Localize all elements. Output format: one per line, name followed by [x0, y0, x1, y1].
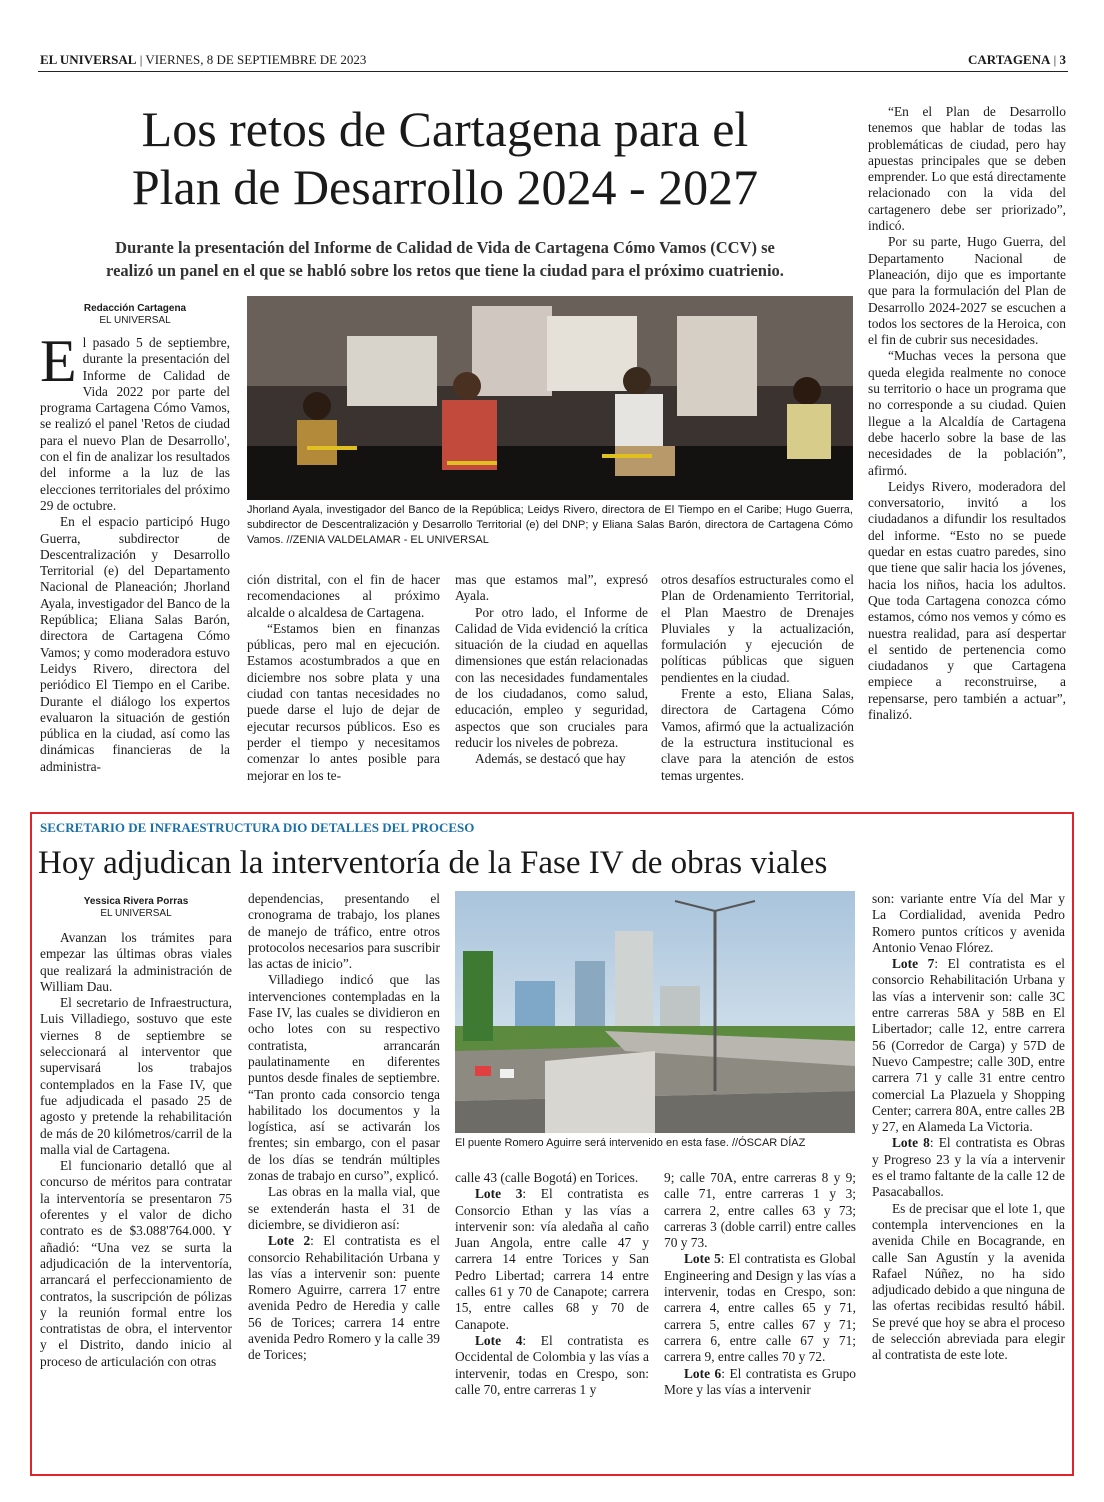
article1-subtitle: Durante la presentación del Informe de Calidad de Vida de Cartagena Cómo Vamos (CCV) se realizó un panel en el que se habló sobre los retos que tiene la ciudad para el próximo cuatrienio. [106, 238, 784, 280]
article2-column-2: dependencias, presentando el cronograma de trabajo, los planes de manejo de tráfico, entre otros protocolos necesarios para suscribir las actas de inicio”. Villadiego indicó que las intervenciones contempladas en la Fase IV, las cuales se dividieron en ocho lotes con su respectivo contratista, arrancarán paulatinamente en diferentes puntos desde finales de septiembre. “Tan pronto cada consorcio tenga habilitado los documentos y la logística, así se activarán los frentes; sin embargo, con el pasar de los días se tendrán múltiples zonas de trabajo en curso”, explicó. Las obras en la malla vial, que se extenderán hasta el 31 de diciembre, se dividieron así: Lote 2: El contratista es el consorcio Rehabilitación Urbana y las vías a intervenir son: puente Romero Aguirre, carrera 17 entre avenida Pedro de Heredia y calle 56 de Torices; carrera 14 entre avenida Pedro Romero y la calle 39 de Torices; [248, 891, 440, 1363]
article2-byline: Yessica Rivera Porras EL UNIVERSAL [83, 896, 189, 919]
lote-5-label: Lote 5 [684, 1251, 721, 1267]
article2-column-3: calle 43 (calle Bogotá) en Torices. Lote 3: El contratista es Consorcio Ethan y las vías a intervenir son: vía aledaña al caño Juan Angola, entre calle 47 y carrera 14 entre Torices y San Pedro Libertad; carrera 14 entre calles 61 y 70 de Canapote; carrera 15, entre calles 68 y 70 de Canapote. Lote 4: El contratista es Occidental de Colombia y las vías a intervenir, todas en Crespo, son: calle 70, entre carreras 1 y [455, 1170, 649, 1397]
masthead: EL UNIVERSAL [40, 52, 137, 67]
article2-column-4: 9; calle 70A, entre carreras 8 y 9; calle 71, entre carreras 1 y 3; carrera 2, entre calles 63 y 73; carreras 3 (doble carril) entre calles 70 y 73. Lote 5: El contratista es Global Engineering and Design y las vías a intervenir, todas en Crespo, son: carrera 4, entre calles 65 y 71, carrera 5, entre calles 67 y 71; carrera 6, entre calle 67 y 71; carrera 9, entre calles 70 y 72. Lote 6: El contratista es Grupo More y las vías a intervenir [664, 1170, 857, 1397]
article2-photo-caption: El puente Romero Aguirre será intervenido en esta fase. //ÓSCAR DÍAZ [455, 1137, 806, 1149]
article2-kicker: SECRETARIO DE INFRAESTRUCTURA DIO DETALLES DEL PROCESO [40, 820, 475, 835]
bridge-photo-illustration [455, 891, 855, 1133]
panel-photo-illustration [247, 296, 853, 500]
dropcap: E [40, 328, 77, 394]
lote-4-label: Lote 4 [475, 1332, 523, 1348]
article1-photo-caption: Jhorland Ayala, investigador del Banco de la República; Leidys Rivero, directora de El Tiempo en el Caribe; Hugo Guerra, subdirector de Descentralización y Desarrollo Territorial (e) del DNP; y Eliana Salas Barón, directora de Cartagena Cómo Vamos. //ZENIA VALDELAMAR - EL UNIVERSAL [247, 504, 853, 546]
article2-title: Hoy adjudican la interventoría de la Fase IV de obras viales [38, 845, 828, 881]
header-rule [38, 71, 1068, 72]
header-date: VIERNES, 8 DE SEPTIEMBRE DE 2023 [145, 52, 367, 67]
article2-column-5: son: variante entre Vía del Mar y La Cordialidad, avenida Pedro Romero puntos críticos y avenida Antonio Venao Flórez. Lote 7: El contratista es el consorcio Rehabilitación Urbana y las vías a intervenir son: calle 3C entre carreras 58A y 58B en El Libertador; calle 12, entre carrera 56 (Corredor de Carga) y 57D de Nuevo Campestre; calle 30D, entre carrera 71 y calle 31 entre centro comercial La Plazuela y Shopping Center; carrera 80A, entre calles 2B y 27, en Alameda La Victoria. Lote 8: El contratista es Obras y Progreso 23 y la vía a intervenir es el tramo faltante de la calle 12 de Pasacaballos. Es de precisar que el lote 1, que contempla intervenciones en la avenida Chile en Bocagrande, en calle San Agustín y la avenida Rafael Núñez, no ha sido adjudicado debido a que ninguna de las ofertas recibidas resultó hábil. Se prevé que hoy se abra el proceso de selección abreviada para elegir al contratista de este lote. [872, 891, 1065, 1363]
page-number: 3 [1059, 52, 1066, 67]
article1-column-2: ción distrital, con el fin de hacer recomendaciones al próximo alcalde o alcaldesa de Cartagena. “Estamos bien en finanzas públicas, pero mal en ejecución. Estamos acostumbrados a que en diciembre nos sobre plata y una ciudad con tantas necesidades no puede darse el lujo de dejar de ejecutar recursos públicos. Eso es perder el tiempo y necesitamos comenzar lo antes posible para mejorar en los te- [247, 572, 440, 783]
article1-column-5: “En el Plan de Desarrollo tenemos que hablar de todas las problemáticas de ciudad, pero hay apuestas principales que se deben emprender. Lo que está directamente relacionado con la vida del cartagenero debe ser priorizado”, indicó. Por su parte, Hugo Guerra, del Departamento Nacional de Planeación, dijo que es importante que para la formulación del Plan de Desarrollo 2024-2027 se escuchen a todos los sectores de la Heroica, con el fin de cubrir sus necesidades. “Muchas veces la persona que queda elegida realmente no conoce su territorio o hace un programa que no corresponde a su ciudad. Quien llegue a la Alcaldía de Cartagena debe hacerlo sobre la base de las necesidades de la población”, afirmó. Leidys Rivero, moderadora del conversatorio, invitó a los ciudadanos a difundir los resultados del informe. “Esto no se puede quedar en estas cuatro paredes, sino que tiene que salir hacia los jóvenes, hacia los niños, hacia los adultos. Que toda Cartagena conozca cómo estamos, cómo nos vemos y cómo es nuestra realidad, para así despertar el sentido de pertenencia como ciudadanos y que Cartagena empiece a reconstruirse, a repensarse, pero también a actuar”, finalizó. [868, 104, 1066, 722]
page-header-right: CARTAGENA | 3 [968, 52, 1066, 67]
lote-7-label: Lote 7 [892, 956, 935, 972]
article1-title: Los retos de Cartagena para el Plan de Desarrollo 2024 - 2027 [131, 101, 759, 215]
article2-column-1: Avanzan los trámites para empezar las últimas obras viales que realizará la administración de William Dau. El secretario de Infraestructura, Luis Villadiego, sostuvo que este viernes 8 de septiembre se seleccionará al interventor que supervisará los trabajos contemplados en la Fase IV, que fue adjudicada el pasado 25 de agosto y pretende la rehabilitación de más de 20 kilómetros/carril de la malla vial de Cartagena. El funcionario detalló que al concurso de méritos para contratar la interventoría se presentaron 75 oferentes y el valor de dicho contrato es de $3.088'764.000. Y añadió: “Una vez se surta la adjudicación de la interventoría, arrancará el perfeccionamiento de contratos, la suscripción de pólizas y la reunión formal entre los contratistas de obra, el interventor y el Distrito, dando inicio al proceso de articulación con otras [40, 930, 232, 1369]
article1-byline: Redacción Cartagena EL UNIVERSAL [83, 303, 187, 326]
lote-8-label: Lote 8 [892, 1135, 930, 1151]
lote-2-label: Lote 2 [268, 1233, 311, 1249]
lote-3-label: Lote 3 [475, 1186, 523, 1202]
article1-column-4: otros desafíos estructurales como el Plan de Ordenamiento Territorial, el Plan Maestro de Drenajes Pluviales y la actualización, formulación y ejecución de políticas públicas que siguen pendientes en la ciudad. Frente a esto, Eliana Salas, directora de Cartagena Cómo Vamos, afirmó que la actualización de la estructura institucional es clave para la atención de estos temas urgentes. [661, 572, 854, 783]
article1-column-3: mas que estamos mal”, expresó Ayala. Por otro lado, el Informe de Calidad de Vida evidenció la crítica situación de la ciudad en aquellas dimensiones que están relacionadas con las necesidades fundamentales de los ciudadanos, como salud, educación, empleo y seguridad, aspectos que son cruciales para reducir los niveles de pobreza. Además, se destacó que hay [455, 572, 648, 767]
article1-column-1: El pasado 5 de septiembre, durante la presentación del Informe de Calidad de Vida 2022 por parte del programa Cartagena Cómo Vamos, se realizó el panel 'Retos de ciudad para el nuevo Plan de Desarrollo', con el fin de analizar los resultados del informe a la luz de las elecciones territoriales del próximo 29 de octubre. En el espacio participó Hugo Guerra, subdirector de Descentralización y Desarrollo Territorial (e) del Departamento Nacional de Planeación; Jhorland Ayala, investigador del Banco de la República; Eliana Salas Barón, directora de Cartagena Cómo Vamos; y como moderadora estuvo Leidys Rivero, directora del periódico El Tiempo en el Caribe. Durante el diálogo los expertos evaluaron la situación de gestión pública en la ciudad, así como las dinámicas financieras de la administra- [40, 328, 230, 774]
lote-6-label: Lote 6 [684, 1365, 722, 1381]
article1-photo [247, 296, 853, 500]
page-header-left: EL UNIVERSAL | VIERNES, 8 DE SEPTIEMBRE DE 2023 [40, 52, 367, 67]
article2-photo [455, 891, 855, 1133]
section-name: CARTAGENA [968, 52, 1051, 67]
